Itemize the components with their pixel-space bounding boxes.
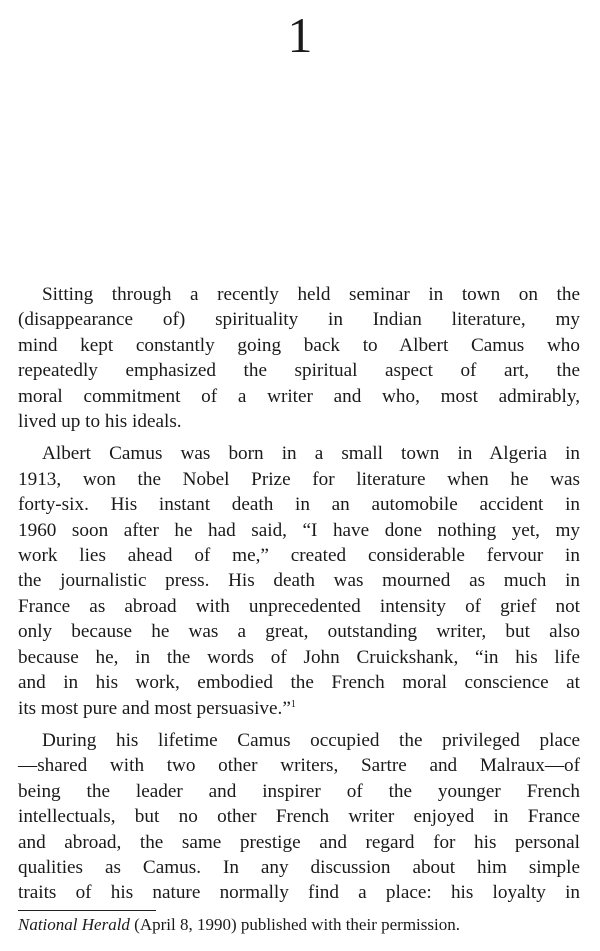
footnote-text: (April 8, 1990) published with their permission. <box>129 915 460 934</box>
text-line: the journalistic press. His death was mourned as much in <box>18 570 580 592</box>
chapter-number: 1 <box>287 7 313 63</box>
paragraph-3 <box>18 728 580 906</box>
text-line: traits of his nature normally find a place: his loyalty in <box>18 882 580 904</box>
text-line: intellectuals, but no other French writer enjoyed in France <box>18 806 580 828</box>
text-line: qualities as Camus. In any discussion about him simple <box>18 856 580 878</box>
text-line: During his lifetime Camus occupied the privileged place <box>42 729 580 751</box>
text-line: lived up to his ideals. <box>18 411 182 433</box>
paragraph-2 <box>18 441 580 720</box>
text-line: moral commitment of a writer and who, most admirably, <box>18 385 580 407</box>
text-line: 1913, won the Nobel Prize for literature when he was <box>18 468 580 490</box>
paragraph-1 <box>18 282 580 434</box>
body-text <box>18 282 580 913</box>
text-line: because he, in the words of John Cruickshank, “in his life <box>18 646 580 668</box>
text-line: work lies ahead of me,” created considerable fervour in <box>18 545 580 567</box>
text-line: (disappearance of) spirituality in Indian literature, my <box>18 309 580 331</box>
footnote-source-title: National Herald <box>18 915 130 934</box>
text-line: 1960 soon after he had said, “I have done nothing yet, my <box>18 519 580 541</box>
text-line: —shared with two other writers, Sartre and Malraux—of <box>18 755 580 777</box>
footnote <box>18 914 588 936</box>
text-line: forty-six. His instant death in an automobile accident in <box>18 494 580 516</box>
text-line: only because he was a great, outstanding writer, but also <box>18 621 580 643</box>
footnote-marker: 1 <box>290 698 296 710</box>
text-line: and abroad, the same prestige and regard for his personal <box>18 831 580 853</box>
text-line: Albert Camus was born in a small town in Algeria in <box>42 443 580 465</box>
text-line: Sitting through a recently held seminar in town on the <box>42 284 580 305</box>
text-line-with-footnote <box>18 696 580 721</box>
text-line: repeatedly emphasized the spiritual aspect of art, the <box>18 360 580 382</box>
text-line: France as abroad with unprecedented intensity of grief not <box>18 595 580 617</box>
text-line: and in his work, embodied the French moral conscience at <box>18 672 580 694</box>
text-line: its most pure and most persuasive.” <box>18 697 291 719</box>
text-line: mind kept constantly going back to Albert Camus who <box>18 334 580 356</box>
text-line: being the leader and inspirer of the younger French <box>18 780 580 802</box>
footnote-divider <box>18 910 156 911</box>
